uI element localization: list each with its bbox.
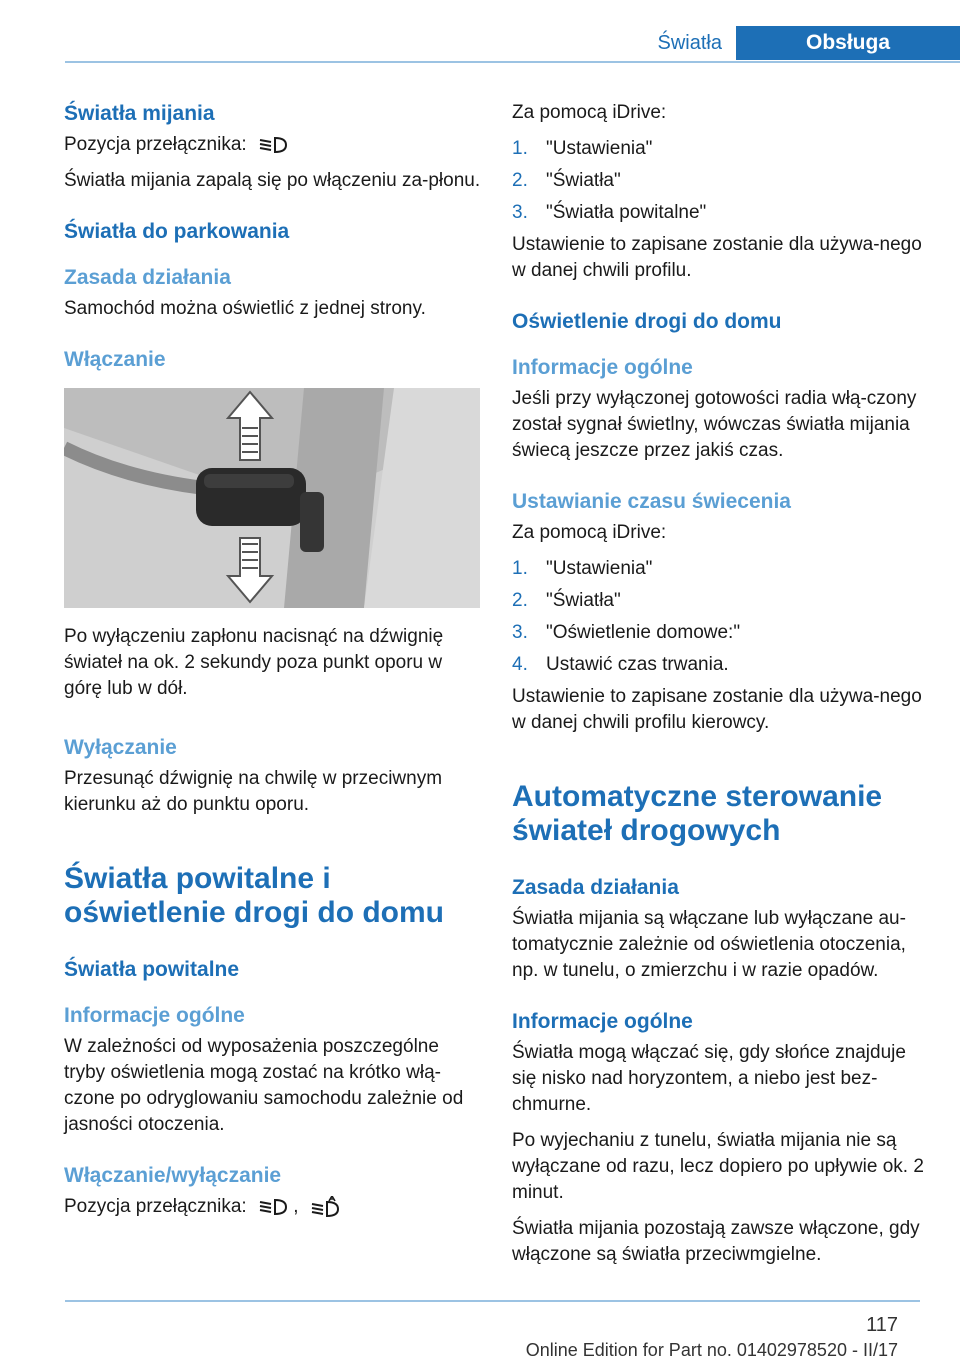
list-item: 1. "Ustawienia" [512, 558, 653, 579]
header-section-title: Światła [657, 32, 722, 54]
low-beam-switch-position: Pozycja przełącznika: [64, 132, 484, 158]
page-number: 117 [866, 1314, 898, 1336]
duration-settings-list [512, 556, 927, 678]
on-off-switch-position: Pozycja przełącznika: , [64, 1194, 484, 1220]
header-chapter-tab: Obsługa [736, 26, 960, 60]
left-column [64, 100, 484, 1230]
auto-general-text-1: Światła mogą włączać się, gdy słońce znajduje się nisko nad horyzontem, a niebo jest bez‐chmurne. [512, 1042, 906, 1115]
home-lighting-heading: Oświetlenie drogi do domu [512, 310, 782, 333]
low-beam-icon [258, 1197, 288, 1217]
welcome-settings-list [512, 136, 927, 226]
page-header [0, 0, 960, 62]
switch-on-heading: Włączanie [64, 348, 166, 371]
duration-heading: Ustawianie czasu świecenia [512, 490, 791, 513]
right-column [512, 100, 927, 1278]
edition-line: Online Edition for Part no. 01402978520 - II/17 [525, 1340, 898, 1360]
list-item: 4. Ustawić czas trwania. [512, 654, 729, 675]
low-beam-icon [258, 135, 288, 155]
list-item: 2. "Światła" [512, 170, 621, 191]
welcome-lights-heading: Światła powitalne [64, 958, 240, 981]
general-info-heading: Informacje ogólne [64, 1004, 245, 1027]
parking-lights-heading: Światła do parkowania [64, 220, 290, 243]
icon-separator: , [293, 1196, 299, 1217]
list-item: 1. "Ustawienia" [512, 138, 653, 159]
auto-general-text-3: Światła mijania pozostają zawsze włączone, gdy włączone są światła przeciwmgielne. [512, 1218, 920, 1265]
lever-illustration [64, 388, 480, 608]
auto-general-heading: Informacje ogólne [512, 1010, 693, 1033]
list-item: 3. "Oświetlenie domowe:" [512, 622, 741, 643]
page-footer [0, 1300, 960, 1362]
auto-principle-heading: Zasada działania [512, 876, 679, 899]
auto-light-icon [310, 1196, 340, 1218]
welcome-lights-title: Światła powitalne i oświetlenie drogi do domu [64, 862, 445, 929]
principle-text: Samochód można oświetlić z jednej strony. [64, 298, 426, 319]
home-general-heading: Informacje ogólne [512, 356, 693, 379]
list-item: 2. "Światła" [512, 590, 621, 611]
auto-principle-text: Światła mijania są włączane lub wyłączane au‐tomatycznie zależnie od oświetlenia otoczenia, np. w tunelu, o zmierzchu i w razie opadów. [512, 908, 906, 981]
principle-heading: Zasada działania [64, 266, 231, 289]
list-item: 3. "Światła powitalne" [512, 202, 707, 223]
on-off-heading: Włączanie/wyłączanie [64, 1164, 282, 1187]
low-beam-heading: Światła mijania [64, 102, 215, 125]
auto-high-beam-title: Automatyczne sterowanie świateł drogowych [512, 780, 883, 847]
idrive-intro-2: Za pomocą iDrive: [512, 522, 667, 543]
general-info-text: W zależności od wyposażenia poszczególne tryby oświetlenia mogą zostać na krótko włą‐czone po odryglowaniu samochodu zależnie od jasności otoczenia. [64, 1036, 464, 1135]
auto-general-text-2: Po wyjechaniu z tunelu, światła mijania nie są wyłączane od razu, lecz dopiero po upływie ok. 2 minut. [512, 1130, 924, 1203]
switch-off-text: Przesunąć dźwignię na chwilę w przeciwnym kierunku aż do punktu oporu. [64, 768, 443, 815]
saved-profile-text-2: Ustawienie to zapisane zostanie dla używa‐nego w danej chwili profilu kierowcy. [512, 686, 922, 733]
idrive-intro: Za pomocą iDrive: [512, 102, 667, 123]
footer-divider [65, 1300, 920, 1302]
home-general-text: Jeśli przy wyłączonej gotowości radia włą‐czony został sygnał świetlny, wówczas światła mijania świecą jeszcze przez jakiś czas. [512, 388, 917, 461]
switch-off-heading: Wyłączanie [64, 736, 177, 759]
header-divider [65, 61, 960, 63]
saved-profile-text: Ustawienie to zapisane zostanie dla używa‐nego w danej chwili profilu. [512, 234, 922, 281]
low-beam-text: Światła mijania zapalą się po włączeniu za‐płonu. [64, 170, 481, 191]
switch-on-text: Po wyłączeniu zapłonu nacisnąć na dźwignię świateł na ok. 2 sekundy poza punkt oporu w górę lub w dół. [64, 626, 444, 699]
